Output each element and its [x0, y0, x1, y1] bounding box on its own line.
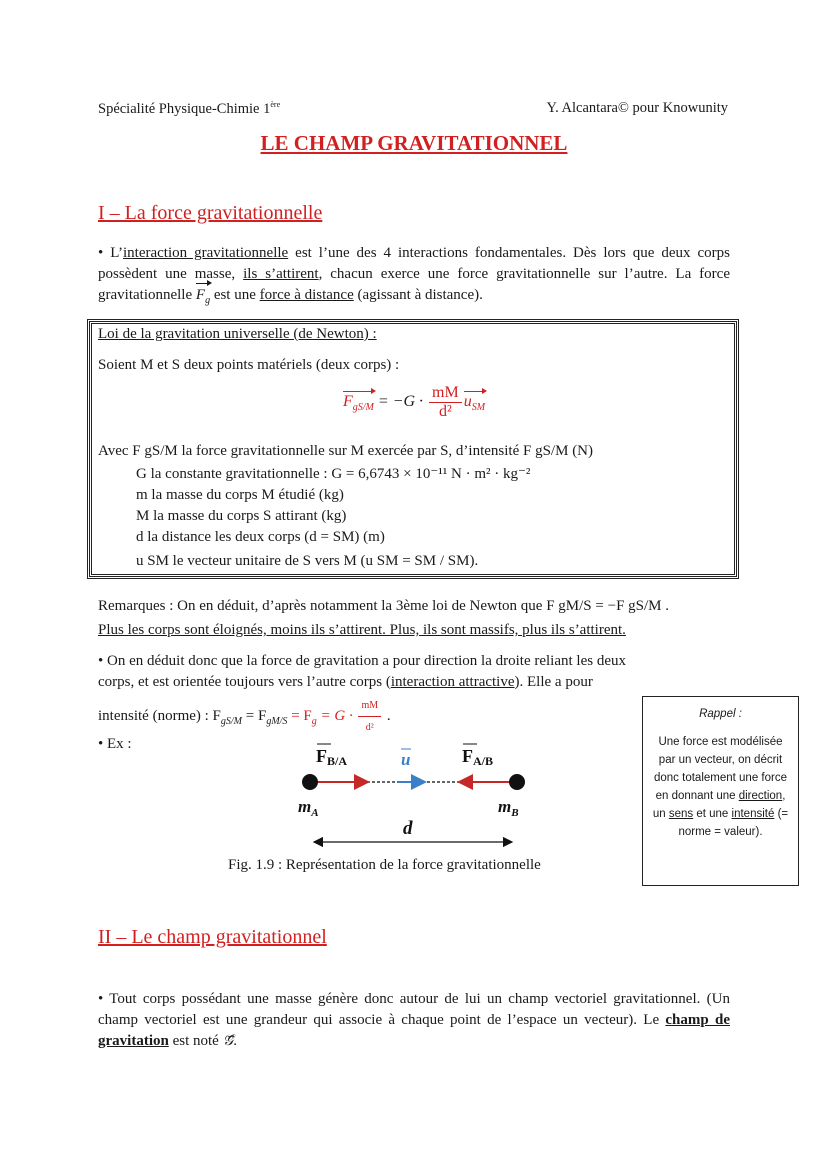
section-1-heading: I – La force gravitationnelle — [98, 202, 323, 224]
rappel-title: Rappel : — [699, 708, 742, 720]
label-mb: $m_B$ — [498, 797, 519, 819]
section-1-paragraph: • L’interaction gravitationnelle est l’une des 4 interactions fondamentales. Dès lors que deux corps possèdent une masse, ils s’attirent, chacun exerce une force gravitationnelle sur l’autre. La force gravitationnelle $F_g$ est une force à distance (agissant à distance). — [98, 243, 730, 311]
fg-vector: $F_g$ — [196, 285, 210, 311]
law-heading: Loi de la gravitation universelle (de Newton) : — [98, 326, 377, 342]
formula-rhs: $u_{SM}$ — [463, 393, 486, 414]
section-2-paragraph: • Tout corps possédant une masse génère donc autour de lui un champ vectoriel gravitationnel. (Un champ vectoriel est une grandeur qui associe à chaque point de l’espace un vecteur). Le champ de gravitation est noté 𝒢⃗. — [98, 991, 730, 1049]
header-subject: Spécialité Physique-Chimie 1ère — [98, 100, 281, 117]
gravitation-figure — [280, 735, 550, 850]
rappel-box — [642, 696, 799, 886]
rappel-body: Une force est modélisée par un vecteur, on décrit donc totalement une force en donnant une direction, un sens et une intensité (= norme = valeur). — [652, 736, 789, 838]
figure-caption: Fig. 1.9 : Représentation de la force gravitationnelle — [228, 857, 541, 873]
para2-line-3: intensité (norme) : $F_{gS/M} = F_{gM/S} = F_g = G$ · $\frac{mM}{\text{d²}}$ . — [98, 695, 618, 738]
page-title: LE CHAMP GRAVITATIONNEL — [260, 131, 568, 155]
remarks-line-2: Plus les corps sont éloignés, moins ils s’attirent. Plus, ils sont massifs, plus ils s’attirent. — [98, 622, 626, 638]
law-line-3: m la masse du corps M étudié (kg) — [136, 487, 344, 503]
label-u: u — [401, 750, 411, 769]
section-2-heading: II – Le champ gravitationnel — [98, 926, 327, 948]
formula-lhs: $F_{gS/M}$ — [342, 393, 374, 414]
law-line-4: M la masse du corps S attirant (kg) — [136, 508, 347, 524]
para2-line-2: corps, et est orientée toujours vers l’autre corps (interaction attractive). Elle a pour — [98, 674, 593, 690]
law-line-5: d la distance les deux corps (d = SM) (m) — [136, 529, 385, 545]
law-line-1: Avec F gS/M la force gravitationnelle sur M exercée par S, d’intensité F gS/M (N) — [98, 443, 594, 459]
law-line-6: u SM le vecteur unitaire de S vers M (u SM = SM / SM). — [136, 553, 479, 569]
header-author: Y. Alcantara© pour Knowunity — [546, 100, 728, 116]
law-formula: $F_{gS/M} = -G$ · $\frac{mM}{\text{d²}}$ $u_{SM}$ — [342, 384, 486, 420]
label-fba: FB/A — [316, 746, 348, 768]
remarks-line-1: Remarques : On en déduit, d’après notamment la 3ème loi de Newton que F gM/S = −F gS/M . — [98, 598, 670, 614]
law-intro: Soient M et S deux points matériels (deux corps) : — [98, 357, 400, 373]
para2-line-1: • On en déduit donc que la force de gravitation a pour direction la droite reliant les deux — [98, 653, 626, 669]
mass-a-dot — [302, 774, 318, 790]
label-fab: FA/B — [462, 746, 494, 768]
example-label: • Ex : — [98, 736, 132, 752]
law-line-2: G la constante gravitationnelle : G = 6,6743 × 10⁻¹¹ N · m² · kg⁻² — [136, 466, 531, 482]
label-d: d — [403, 818, 413, 839]
mass-b-dot — [509, 774, 525, 790]
label-ma: $m_A$ — [298, 797, 319, 819]
